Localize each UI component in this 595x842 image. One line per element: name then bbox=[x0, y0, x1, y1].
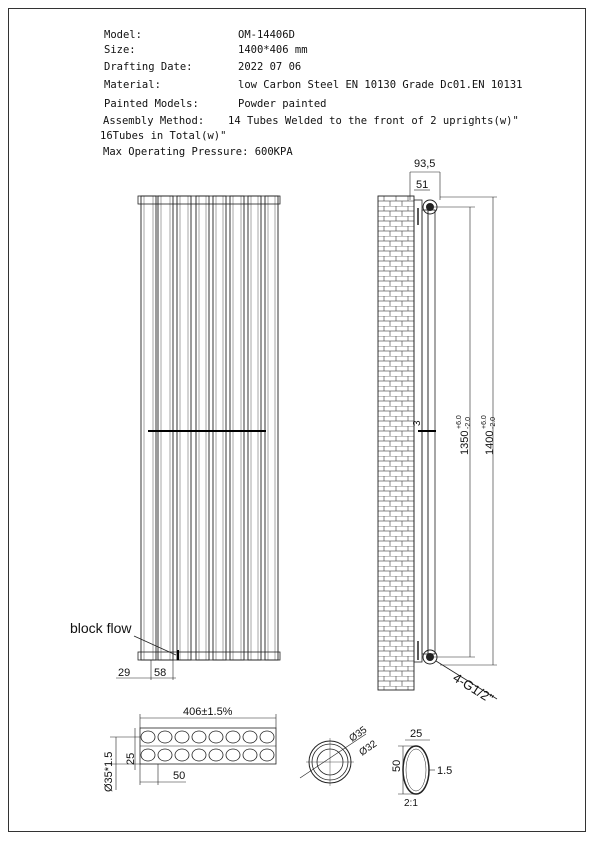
painted-label: Painted Models: bbox=[104, 98, 199, 110]
tube bbox=[265, 196, 278, 660]
side-dim-outer-height bbox=[481, 415, 497, 455]
tube bbox=[213, 196, 226, 660]
side-dim-inner-height bbox=[456, 415, 472, 455]
assembly-value: 14 Tubes Welded to the front of 2 uprights(w)" bbox=[228, 115, 519, 127]
brick-wall bbox=[378, 196, 414, 690]
tube bbox=[158, 196, 173, 660]
oval-dim-width: 25 bbox=[410, 728, 423, 740]
tube bbox=[177, 196, 191, 660]
block-flow-label: block flow bbox=[70, 620, 132, 636]
top-dim-depth: Ø35*1.5 bbox=[103, 751, 115, 792]
round-dim-outer: Ø35 bbox=[347, 724, 370, 745]
tube bbox=[230, 196, 244, 660]
tube bbox=[248, 196, 261, 660]
svg-text:+6.0: +6.0 bbox=[456, 415, 463, 429]
side-view bbox=[378, 172, 497, 699]
front-dim-right: 58 bbox=[154, 667, 167, 679]
svg-text:1400: 1400 bbox=[484, 430, 496, 455]
painted-value: Powder painted bbox=[238, 98, 327, 110]
side-dim-top-width: 93,5 bbox=[414, 158, 436, 170]
top-view bbox=[110, 714, 276, 790]
thread-label: 4-G1/2" bbox=[450, 669, 496, 707]
oval-section bbox=[398, 740, 435, 794]
svg-text:1350: 1350 bbox=[459, 430, 471, 455]
scale-label: 2:1 bbox=[404, 798, 418, 809]
side-dim-mid: 3 bbox=[412, 420, 423, 426]
size-value: 1400*406 mm bbox=[238, 44, 308, 56]
oval-dim-height: 50 bbox=[391, 759, 403, 772]
date-value: 2022 07 06 bbox=[238, 61, 302, 73]
front-dim-left: 29 bbox=[118, 667, 131, 679]
tubes-total: 16Tubes in Total(w)" bbox=[100, 130, 227, 142]
max-pressure: Max Operating Pressure: 600KPA bbox=[103, 146, 293, 158]
date-label: Drafting Date: bbox=[104, 61, 193, 73]
side-dim-offset: 51 bbox=[416, 179, 429, 191]
front-view bbox=[116, 196, 280, 680]
front-tubes bbox=[141, 196, 278, 660]
size-label: Size: bbox=[104, 44, 136, 56]
top-dim-50: 50 bbox=[173, 770, 186, 782]
top-dim-25: 25 bbox=[125, 752, 137, 765]
round-dim-inner: Ø32 bbox=[357, 738, 380, 759]
tube bbox=[141, 196, 156, 660]
material-value: low Carbon Steel EN 10130 Grade Dc01.EN 10131 bbox=[238, 79, 523, 91]
tube bbox=[196, 196, 209, 660]
oval-dim-wall: 1.5 bbox=[437, 765, 453, 777]
svg-text:-2.0: -2.0 bbox=[490, 416, 497, 429]
svg-text:+6.0: +6.0 bbox=[481, 415, 488, 429]
model-label: Model: bbox=[104, 29, 142, 41]
material-label: Material: bbox=[104, 79, 161, 91]
model-value: OM-14406D bbox=[238, 29, 295, 41]
top-dim-width: 406±1.5% bbox=[183, 706, 233, 718]
assembly-label: Assembly Method: bbox=[103, 115, 205, 127]
tube-inner-lines bbox=[144, 196, 275, 660]
svg-text:-2.0: -2.0 bbox=[465, 416, 472, 429]
